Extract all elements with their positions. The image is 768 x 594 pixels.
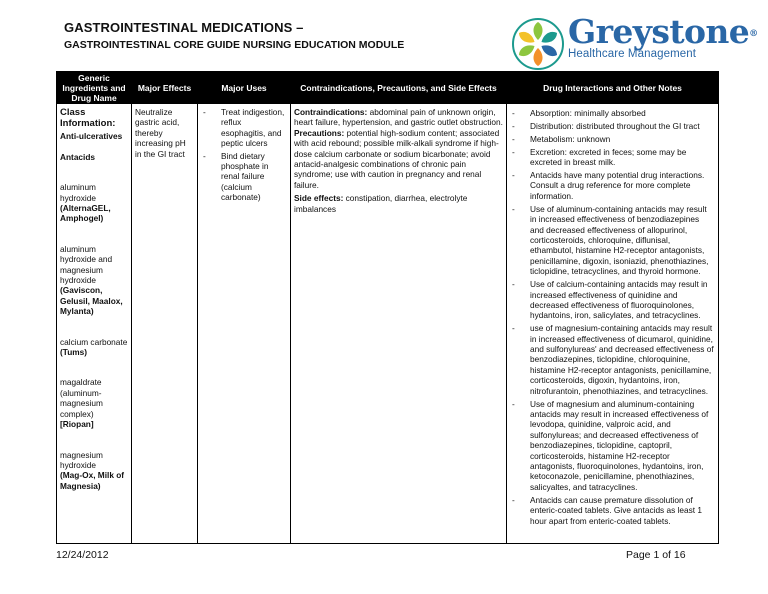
drug-brand: (Tums) (60, 347, 88, 358)
logo-text (568, 14, 758, 60)
document-title (64, 20, 404, 51)
list-item: - Metabolism: unknown (510, 134, 715, 144)
drug-brand: (Gaviscon, Gelusil, Maalox, Mylanta) (60, 285, 123, 317)
header-generic: Generic Ingredients and Drug Name (57, 72, 132, 104)
drug-generic: aluminum hydroxide and magnesium hydroxide (60, 243, 113, 286)
contra-label: Contraindications: (294, 107, 368, 117)
list-item: - use of magnesium-containing antacids may result in increased effectiveness of dicumarol, quinidine, and sulfonylureas' and decreased effectiveness of benzodiazepines, ticlopidine, chloroquinine, histamine H2-receptor antagonists, penicillamine, corticosteroids, digoxin, hydantoins, iron, nitrofurantoin, phenothiazines, and tetracyclines. (510, 323, 715, 396)
registered-mark: ® (749, 29, 758, 39)
table-row (57, 104, 719, 544)
drug-entry (60, 450, 128, 492)
drug-brand: (Mag-Ox, Milk of Magnesia) (60, 470, 125, 491)
header-major-uses: Major Uses (198, 72, 291, 104)
list-item: - Use of aluminum-containing antacids may result in increased effectiveness of benzodiazepines and decreased effectiveness of allopurinol, corticosteroids, chloroquine, diflunisal, ethambutol, histamine H2-receptor antagonists, penicillamine, digoxin, isoniazid, phenothiazines, ticlopidine, tetracyclines, and thyroid hormone. (510, 204, 715, 277)
drug-brand: (AlternaGEL, Amphogel) (60, 203, 111, 224)
drug-generic: aluminum hydroxide (60, 182, 96, 203)
brand-name: Greystone® (568, 12, 758, 51)
major-uses-cell (198, 104, 291, 544)
contraindications-para (294, 107, 503, 128)
footer-date: 12/24/2012 (56, 549, 109, 561)
drug-generic: magnesium hydroxide (60, 449, 103, 470)
list-item: - Bind dietary phosphate in renal failure (calcium carbonate) (201, 151, 287, 203)
drug-generic: magaldrate (aluminum-magnesium complex) (60, 377, 103, 419)
side-text: constipation, diarrhea, electrolyte imbalances (294, 193, 468, 214)
list-item: - Excretion: excreted in feces; some may be excreted in breast milk. (510, 147, 715, 168)
precautions-para (294, 128, 503, 190)
interactions-cell (507, 104, 719, 544)
greystone-emblem-icon (512, 18, 564, 70)
major-uses-list (201, 107, 287, 203)
antacids-label: Antacids (60, 151, 96, 162)
drug-entry (60, 182, 128, 224)
list-item: - Antacids can cause premature dissolution of enteric-coated tablets. Give antacids as least 1 hour apart from enteric-coated tablets. (510, 495, 715, 526)
drug-entry (60, 377, 128, 429)
contraindications-cell (291, 104, 507, 544)
header-major-effects: Major Effects (132, 72, 198, 104)
generic-drug-cell (57, 104, 132, 544)
brand-tagline: Healthcare Management (568, 48, 697, 60)
footer-page-number: Page 1 of 16 (626, 549, 686, 561)
drug-generic: calcium carbonate (60, 336, 128, 347)
greystone-logo (512, 12, 758, 74)
list-item: - Distribution: distributed throughout the GI tract (510, 121, 715, 131)
contra-text: abdominal pain of unknown origin, heart failure, hypertension, and gastric outlet obstruction. (294, 107, 503, 128)
list-item: - Antacids have many potential drug interactions. Consult a drug reference for more complete information. (510, 170, 715, 201)
prec-text: potential high-sodium content; associated with acid rebound; possible milk-alkali syndrome if high-dose calcium carbonate or sodium bicarbonate; avoid antacid-analgesic combinations of chronic pain syndrome; use with caution in pregnancy and renal failure. (294, 127, 500, 190)
table-header-row (57, 72, 719, 104)
major-effects-text: Neutralize gastric acid, thereby increasing pH in the GI tract (135, 107, 186, 159)
interactions-list (510, 108, 715, 526)
class-value: Anti-ulceratives (60, 131, 123, 141)
title-line-1: GASTROINTESTINAL MEDICATIONS – (64, 20, 304, 35)
drug-entry (60, 244, 128, 317)
header-interactions: Drug Interactions and Other Notes (507, 72, 719, 104)
list-item: - Use of magnesium and aluminum-containing antacids may result in increased effectiveness of levodopa, quinidine, valproic acid, and sulfonylureas; and decreased effectiveness of benzodiazepines, ticlopidine, captopril, corticosteroids, histamine H2-receptor antagonists, fluoroquinolones, hydantoins, iron, ketoconazole, penicillamine, phenothiazines, salicyaltes, and tatracyclines. (510, 399, 715, 493)
side-label: Side effects: (294, 193, 344, 204)
header-contraindications: Contraindications, Precautions, and Side Effects (291, 72, 507, 104)
prec-label: Precautions: (294, 127, 345, 138)
side-effects-para (294, 193, 503, 214)
list-item: - Use of calcium-containing antacids may result in increased effectiveness of quinidine and decreased effectiveness of fluoroquinolones, hydantoins, iron, salicylates, and tetracyclines. (510, 279, 715, 321)
drug-brand: [Riopan] (60, 419, 94, 430)
class-label: Class Information: (60, 107, 116, 129)
title-line-2: GASTROINTESTINAL CORE GUIDE NURSING EDUCATION MODULE (64, 39, 405, 51)
list-item: - Treat indigestion, reflux esophagitis, and peptic ulcers (201, 107, 287, 149)
medication-table (56, 71, 719, 544)
major-effects-cell (132, 104, 198, 544)
drug-entry (60, 337, 128, 358)
list-item: - Absorption: minimally absorbed (510, 108, 715, 118)
